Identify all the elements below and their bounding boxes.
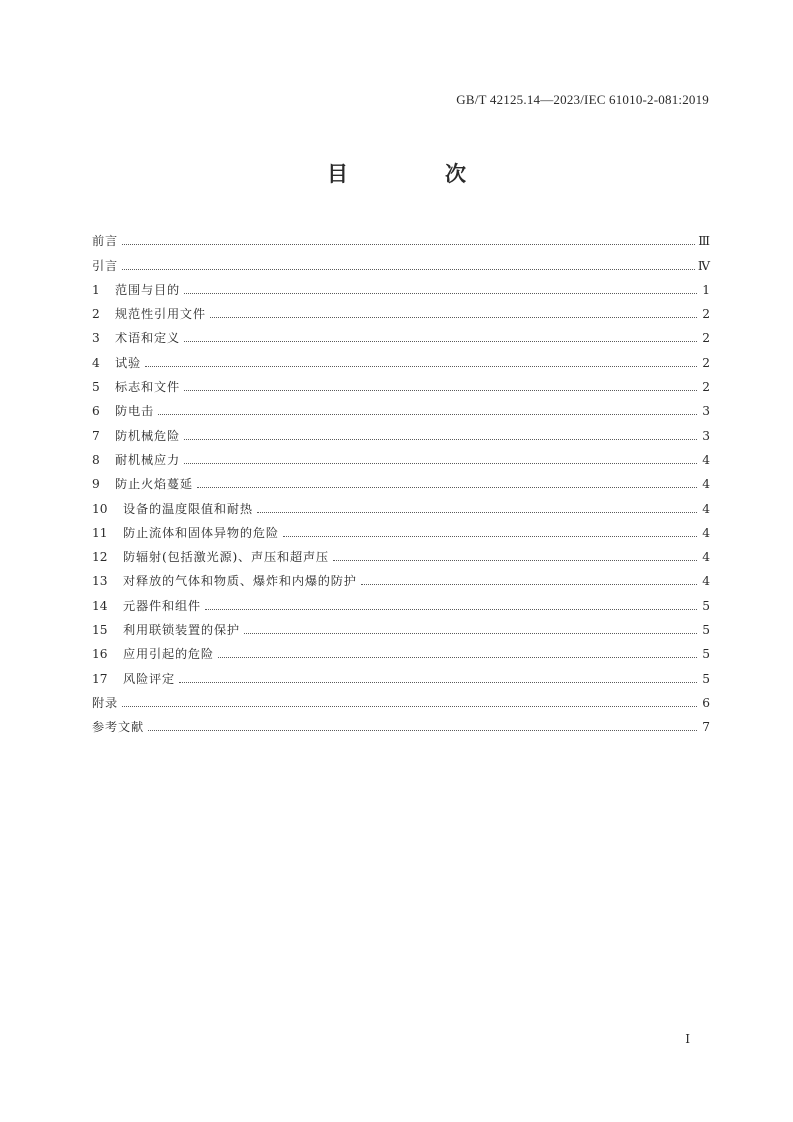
toc-leader-dots [122,706,697,707]
toc-entry-number: 8 [92,452,100,467]
toc-entry[interactable] [92,688,710,712]
toc-entry[interactable] [92,639,710,663]
toc-entry-title: 元器件和组件 [123,598,201,613]
toc-leader-dots [148,730,697,731]
toc-leader-dots [257,512,697,513]
toc-entry[interactable] [92,566,710,590]
toc-entry[interactable] [92,275,710,299]
toc-entry-page: 5 [702,623,710,638]
page-title: 目 次 [327,162,504,186]
toc-entry-number: 15 [92,623,108,638]
toc-leader-dots [122,269,695,270]
toc-entry-number: 4 [92,355,100,370]
toc-entry-title: 设备的温度限值和耐热 [123,501,253,516]
toc-entry-page: 2 [702,331,710,346]
toc-entry-page: 5 [702,671,710,686]
toc-leader-dots [283,536,697,537]
toc-entry-title: 参考文献 [92,720,144,735]
toc-entry-number: 17 [92,671,108,686]
toc-entry[interactable] [92,445,710,469]
toc-leader-dots [197,487,697,488]
toc-entry-page: 4 [702,452,710,467]
toc-entry-title: 规范性引用文件 [115,307,206,322]
toc-entry[interactable] [92,396,710,420]
toc-entry-title: 对释放的气体和物质、爆炸和内爆的防护 [123,574,357,589]
toc-entry-title: 风险评定 [123,671,175,686]
toc-entry-page: 5 [702,647,710,662]
toc-entry-number: 12 [92,550,108,565]
toc-leader-dots [333,560,697,561]
toc-entry-number: 9 [92,477,100,492]
toc-entry-number: 3 [92,331,100,346]
toc-leader-dots [361,584,697,585]
toc-entry-title: 防止火焰蔓延 [115,477,193,492]
page-number: I [685,1032,690,1046]
toc-entry-page: 2 [702,355,710,370]
toc-entry[interactable] [92,347,710,371]
toc-entry[interactable] [92,615,710,639]
toc-entry-page: Ⅳ [697,258,710,273]
toc-entry-title: 前言 [92,234,118,249]
toc-entry-title: 标志和文件 [115,380,180,395]
toc-entry[interactable] [92,250,710,274]
toc-leader-dots [184,293,697,294]
toc-entry-page: 4 [702,501,710,516]
toc-entry-title: 耐机械应力 [115,452,180,467]
toc-entry[interactable] [92,469,710,493]
toc-entry[interactable] [92,663,710,687]
toc-entry-page: 5 [702,598,710,613]
toc-leader-dots [184,341,697,342]
toc-leader-dots [218,657,697,658]
toc-entry-page: 4 [702,477,710,492]
toc-leader-dots [205,609,697,610]
toc-entry[interactable] [92,493,710,517]
toc-entry-number: 13 [92,574,108,589]
toc-entry[interactable] [92,518,710,542]
toc-entry-page: 6 [702,695,710,710]
toc-entry-page: 4 [702,525,710,540]
toc-entry[interactable] [92,323,710,347]
toc-leader-dots [145,366,697,367]
toc-entry-title: 附录 [92,695,118,710]
toc-leader-dots [122,244,695,245]
toc-entry-title: 防电击 [115,404,154,419]
toc-entry-page: 4 [702,550,710,565]
toc-entry-page: 3 [702,428,710,443]
toc-entry[interactable] [92,542,710,566]
toc-entry-number: 10 [92,501,108,516]
toc-leader-dots [244,633,697,634]
toc-leader-dots [158,414,697,415]
toc-entry-number: 16 [92,647,108,662]
toc-entry-number: 11 [92,525,108,540]
toc-entry-number: 6 [92,404,100,419]
toc-entry-title: 试验 [115,355,141,370]
toc-entry-number: 2 [92,307,100,322]
standard-number: GB/T 42125.14—2023/IEC 61010-2-081:2019 [456,92,709,107]
toc-entry-title: 防机械危险 [115,428,180,443]
table-of-contents [92,226,710,736]
toc-leader-dots [184,439,697,440]
toc-entry-number: 7 [92,428,100,443]
toc-entry-title: 引言 [92,258,118,273]
toc-leader-dots [184,463,697,464]
toc-entry-title: 范围与目的 [115,282,180,297]
toc-entry-title: 利用联锁装置的保护 [123,623,240,638]
toc-entry-number: 5 [92,380,100,395]
toc-entry-page: 7 [702,720,710,735]
toc-entry[interactable] [92,372,710,396]
toc-entry-number: 1 [92,282,100,297]
toc-entry[interactable] [92,226,710,250]
toc-entry[interactable] [92,590,710,614]
toc-entry-title: 防止流体和固体异物的危险 [123,525,279,540]
toc-entry-title: 防辐射(包括激光源)、声压和超声压 [123,550,329,565]
toc-entry-page: 2 [702,307,710,322]
toc-leader-dots [184,390,697,391]
toc-entry-page: 2 [702,380,710,395]
toc-entry[interactable] [92,299,710,323]
toc-entry-page: 1 [702,282,710,297]
toc-entry-number: 14 [92,598,108,613]
toc-entry[interactable] [92,420,710,444]
toc-entry[interactable] [92,712,710,736]
toc-entry-page: 3 [702,404,710,419]
toc-leader-dots [210,317,697,318]
toc-entry-page: Ⅲ [698,234,710,249]
toc-entry-title: 术语和定义 [115,331,180,346]
toc-leader-dots [179,682,697,683]
toc-entry-page: 4 [702,574,710,589]
toc-entry-title: 应用引起的危险 [123,647,214,662]
